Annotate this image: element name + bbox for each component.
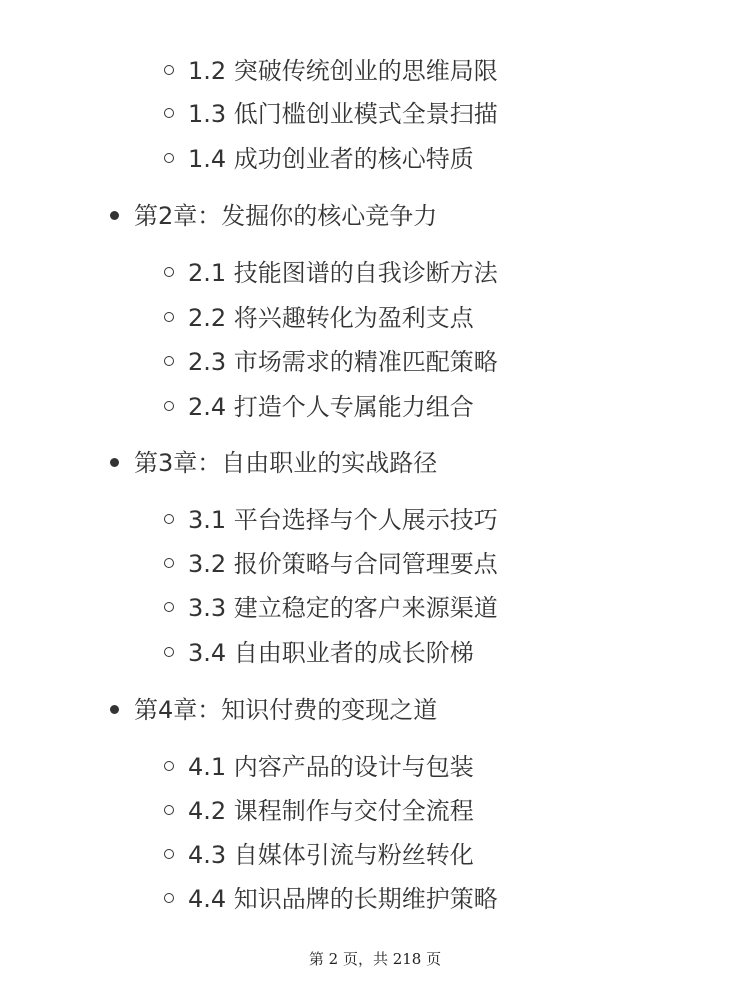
hollow-bullet-icon	[164, 647, 174, 657]
hollow-bullet-icon	[164, 893, 174, 903]
hollow-bullet-icon	[164, 153, 174, 163]
section-title: 2.2 将兴趣转化为盈利支点	[188, 304, 474, 332]
section-title: 2.4 打造个人专属能力组合	[188, 393, 474, 421]
page-number-footer: 第 2 页，共 218 页	[308, 950, 442, 968]
section-title: 3.1 平台选择与个人展示技巧	[188, 506, 498, 534]
hollow-bullet-icon	[164, 849, 174, 859]
chapter-title: 第4章：知识付费的变现之道	[134, 696, 438, 724]
hollow-bullet-icon	[164, 356, 174, 366]
hollow-bullet-icon	[164, 558, 174, 568]
chapter-title: 第2章：发掘你的核心竞争力	[134, 202, 438, 230]
section-title: 1.4 成功创业者的核心特质	[188, 145, 474, 173]
section-title: 2.1 技能图谱的自我诊断方法	[188, 259, 498, 287]
filled-bullet-icon	[110, 458, 119, 467]
section-title: 1.2 突破传统创业的思维局限	[188, 57, 498, 85]
section-title: 3.2 报价策略与合同管理要点	[188, 550, 498, 578]
hollow-bullet-icon	[164, 401, 174, 411]
hollow-bullet-icon	[164, 602, 174, 612]
section-title: 2.3 市场需求的精准匹配策略	[188, 348, 498, 376]
filled-bullet-icon	[110, 211, 119, 220]
section-title: 3.3 建立稳定的客户来源渠道	[188, 594, 498, 622]
chapter-title: 第3章：自由职业的实战路径	[134, 449, 438, 477]
hollow-bullet-icon	[164, 108, 174, 118]
hollow-bullet-icon	[164, 805, 174, 815]
hollow-bullet-icon	[164, 267, 174, 277]
section-title: 4.2 课程制作与交付全流程	[188, 797, 474, 825]
section-title: 4.4 知识品牌的长期维护策略	[188, 885, 498, 913]
section-title: 4.1 内容产品的设计与包装	[188, 753, 474, 781]
hollow-bullet-icon	[164, 761, 174, 771]
hollow-bullet-icon	[164, 312, 174, 322]
section-title: 4.3 自媒体引流与粉丝转化	[188, 841, 474, 869]
filled-bullet-icon	[110, 705, 119, 714]
section-title: 3.4 自由职业者的成长阶梯	[188, 639, 474, 667]
hollow-bullet-icon	[164, 514, 174, 524]
hollow-bullet-icon	[164, 65, 174, 75]
section-title: 1.3 低门槛创业模式全景扫描	[188, 100, 498, 128]
